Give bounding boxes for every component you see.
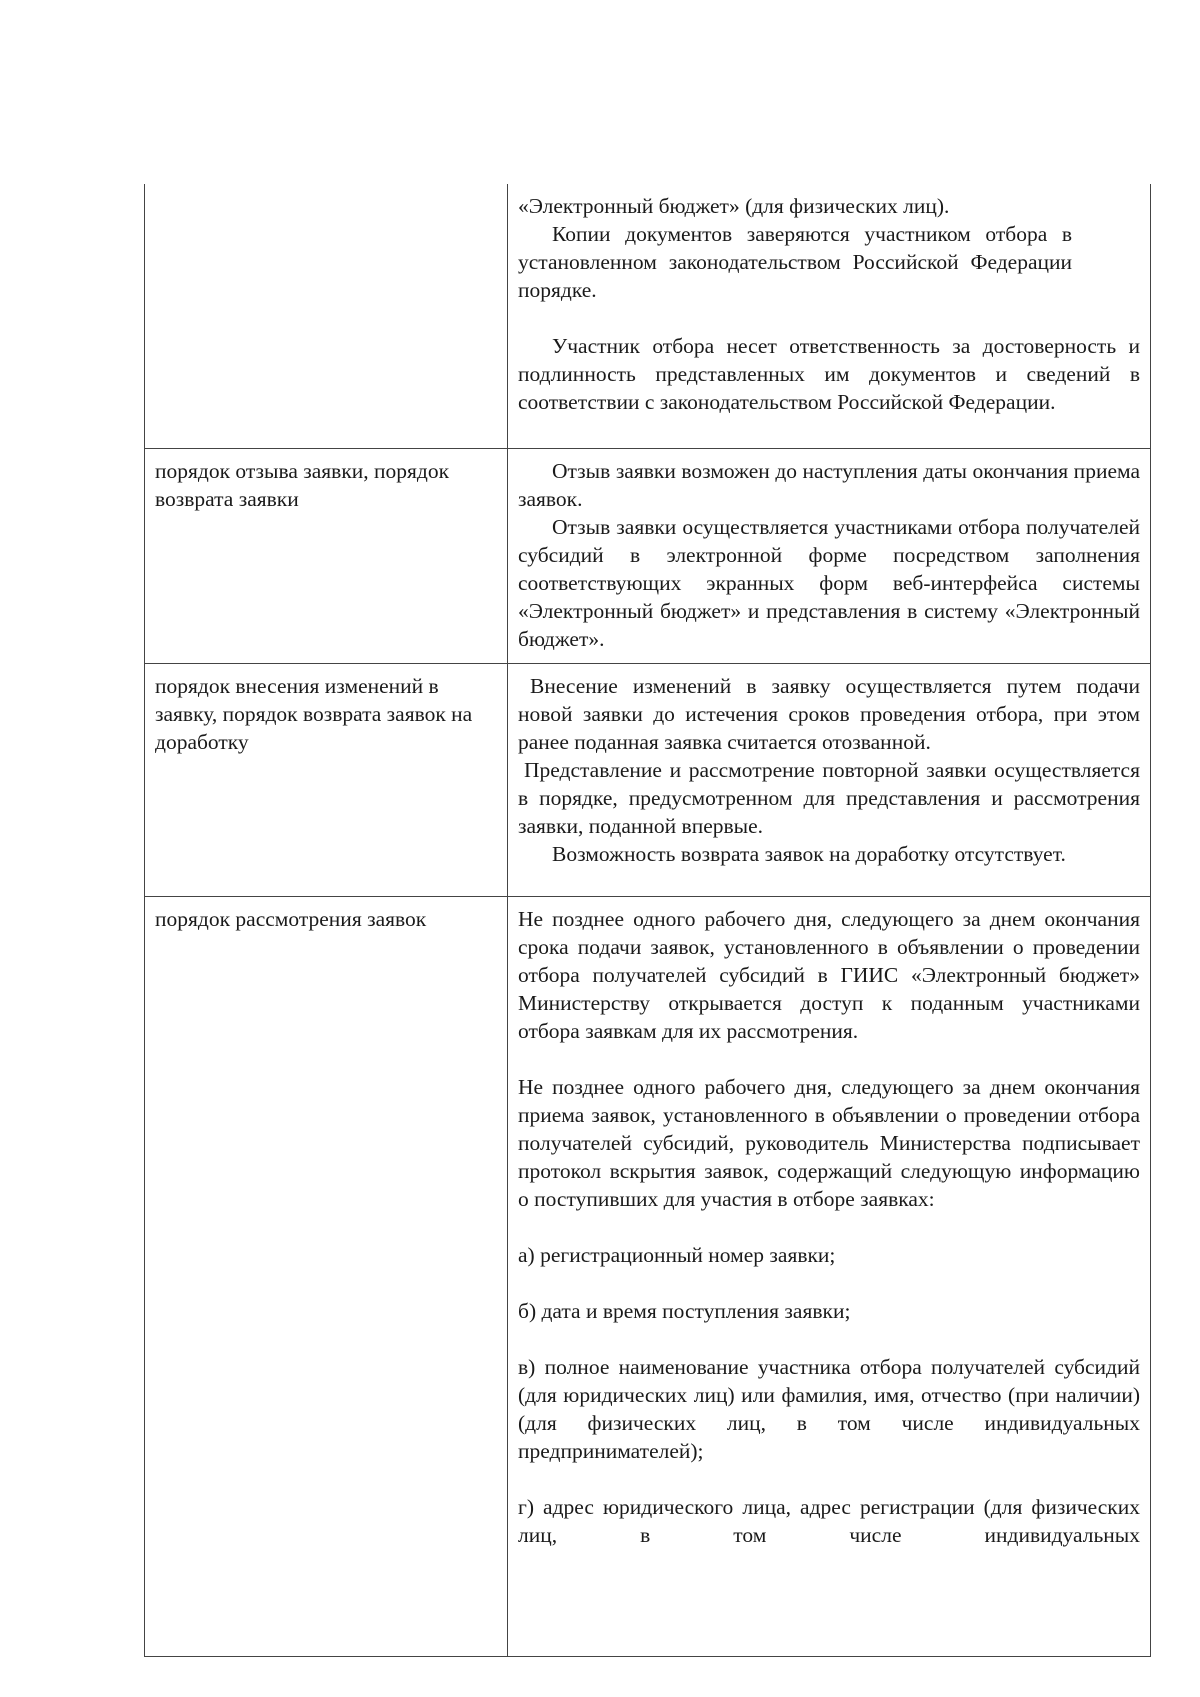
paragraph-gap	[518, 304, 1140, 332]
paragraph: Отзыв заявки возможен до наступления даты окончания приема заявок.	[518, 459, 1140, 511]
paragraph-gap	[518, 1465, 1140, 1493]
paragraph: Внесение изменений в заявку осуществляется путем подачи новой заявки до истечения сроков проведения отбора, при этом ранее поданная заявка считается отозванной.	[518, 674, 1140, 754]
table-cell-content	[508, 664, 1151, 897]
list-item: г) адрес юридического лица, адрес регистрации (для физических лиц, в том числе индивидуальных	[518, 1495, 1140, 1547]
table-cell-label: порядок отзыва заявки, порядок возврата заявки	[145, 449, 508, 664]
table-row	[145, 184, 1151, 449]
table-cell-content	[508, 184, 1151, 449]
paragraph-gap	[518, 1325, 1140, 1353]
paragraph: Возможность возврата заявок на доработку отсутствует.	[552, 842, 1066, 866]
paragraph: Не позднее одного рабочего дня, следующего за днем окончания срока подачи заявок, установленного в объявлении о проведении отбора получателей субсидий в ГИИС «Электронный бюджет» Министерству открывается доступ к поданным участниками отбора заявкам для их рассмотрения.	[518, 907, 1140, 1043]
table-row	[145, 664, 1151, 897]
list-item: в) полное наименование участника отбора получателей субсидий (для юридических лиц) или фамилия, имя, отчество (при наличии) (для физических лиц, в том числе индивидуальных предпринимателей);	[518, 1355, 1140, 1463]
paragraph: Отзыв заявки осуществляется участниками отбора получателей субсидий в электронной форме посредством заполнения соответствующих экранных форм веб-интерфейса системы «Электронный бюджет» и представления в систему «Электронный бюджет».	[518, 515, 1140, 651]
paragraph-gap	[518, 1213, 1140, 1241]
table-cell-label	[145, 184, 508, 449]
paragraph: «Электронный бюджет» (для физических лиц).	[518, 194, 950, 218]
paragraph: Участник отбора несет ответственность за достоверность и подлинность представленных им документов и сведений в соответствии с законодательством Российской Федерации.	[518, 334, 1140, 414]
list-item: б) дата и время поступления заявки;	[518, 1299, 851, 1323]
paragraph: Представление и рассмотрение повторной заявки осуществляется в порядке, предусмотренном для представления и рассмотрения заявки, поданной впервые.	[518, 758, 1140, 838]
table-cell-content	[508, 449, 1151, 664]
paragraph: Копии документов заверяются участником отбора в установленном законодательством Российской Федерации порядке.	[518, 222, 1072, 302]
list-item: а) регистрационный номер заявки;	[518, 1243, 836, 1267]
paragraph-gap	[518, 1269, 1140, 1297]
table-cell-label: порядок внесения изменений в заявку, порядок возврата заявок на доработку	[145, 664, 508, 897]
paragraph: Не позднее одного рабочего дня, следующего за днем окончания приема заявок, установленного в объявлении о проведении отбора получателей субсидий, руководитель Министерства подписывает протокол вскрытия заявок, содержащий следующую информацию о поступивших для участия в отборе заявках:	[518, 1075, 1140, 1211]
table-row	[145, 897, 1151, 1657]
table-cell-content	[508, 897, 1151, 1657]
document-table	[144, 184, 1151, 1657]
table-row	[145, 449, 1151, 664]
paragraph-gap	[518, 1045, 1140, 1073]
table-cell-label: порядок рассмотрения заявок	[145, 897, 508, 1657]
